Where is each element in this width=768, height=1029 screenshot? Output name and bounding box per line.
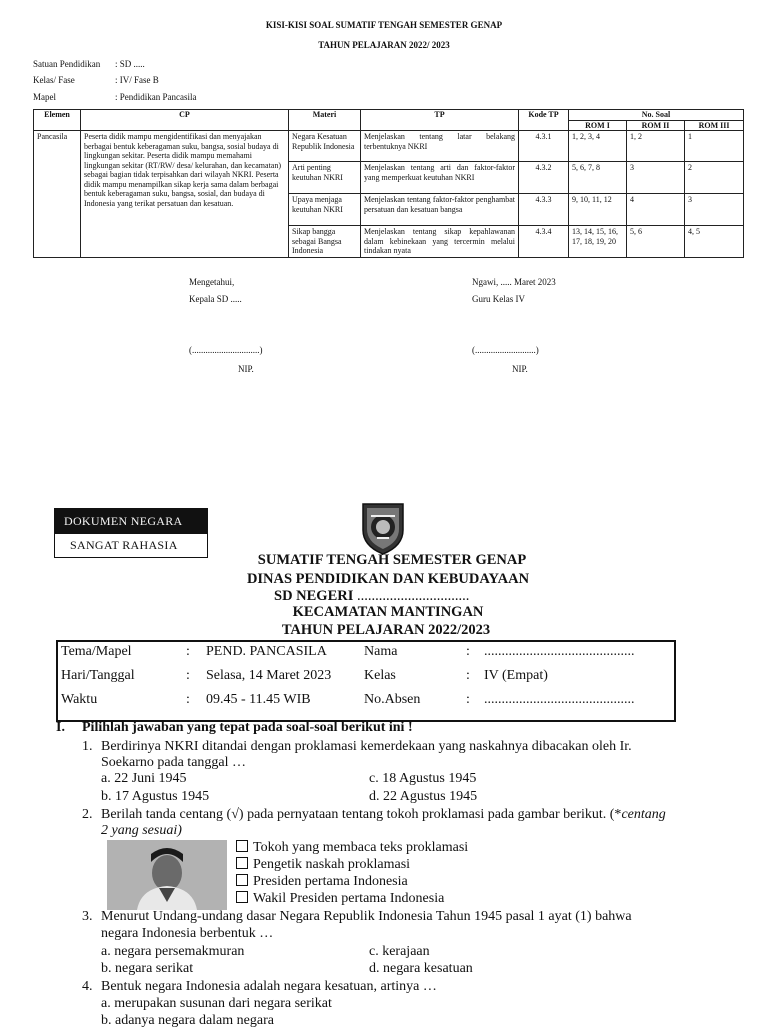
- q1-option-d[interactable]: d. 22 Agustus 1945: [369, 789, 478, 804]
- cell-cp: Peserta didik mampu mengidentifikasi dan menyajakan berbagai bentuk keberagaman suku, bangsa, sosial budaya di lingkungan sekitar. Peserta didik mampu memahami lingkungan sekitar (RT/RW/ desa/ kelurahan, dan kecamatan) sebagai bagian tidak terpisahkan dari wilayah NKRI. Peserta didik mampu menampilkan sikap kerja sama dalam berbagai bentuk keberagaman suku, bangsa, sosial, dan budaya di Indonesia yang terikat persatuan dan kesatuan.: [81, 131, 289, 258]
- cell-rom3: 4, 5: [685, 226, 744, 258]
- meta-value: : SD .....: [115, 59, 145, 69]
- school-emblem-icon: [357, 500, 409, 556]
- th-materi: Materi: [289, 110, 361, 131]
- sign-right-name: (...........................): [472, 345, 539, 355]
- q2-check-item[interactable]: [236, 874, 408, 890]
- q3-line1: Menurut Undang-undang dasar Negara Republik Indonesia Tahun 1945 pasal 1 ayat (1) bahwa: [101, 909, 632, 924]
- checkbox-icon[interactable]: [236, 891, 248, 903]
- cell-rom3: 3: [685, 194, 744, 226]
- cell-rom1: 13, 14, 15, 16, 17, 18, 19, 20: [569, 226, 627, 258]
- meta-mapel: [33, 92, 196, 102]
- q2-line1-italic: centang: [621, 807, 666, 822]
- q4-option-b[interactable]: b. adanya negara dalam negara: [101, 1013, 274, 1028]
- q1-option-a[interactable]: a. 22 Juni 1945: [101, 771, 187, 786]
- sign-right-line2: Guru Kelas IV: [472, 294, 525, 304]
- sign-left-name: (..............................): [189, 345, 263, 355]
- colon: :: [466, 644, 470, 659]
- section-instruction: Pilihlah jawaban yang tepat pada soal-soal berikut ini !: [82, 720, 413, 735]
- q2-check-label: Tokoh yang membaca teks proklamasi: [253, 840, 469, 855]
- cell-rom1: 1, 2, 3, 4: [569, 131, 627, 162]
- meta-satuan: [33, 59, 145, 69]
- q3-number: 3.: [82, 909, 93, 924]
- student-info-box: [56, 640, 676, 722]
- tema-value: PEND. PANCASILA: [206, 644, 327, 659]
- cell-kode: 4.3.2: [519, 162, 569, 194]
- cell-materi: Upaya menjaga keutuhan NKRI: [289, 194, 361, 226]
- soekarno-portrait-image: [107, 840, 227, 910]
- q3-line2: negara Indonesia berbentuk …: [101, 926, 274, 941]
- cell-rom3: 2: [685, 162, 744, 194]
- q4-option-a[interactable]: a. merupakan susunan dari negara serikat: [101, 996, 332, 1011]
- hari-value: Selasa, 14 Maret 2023: [206, 668, 332, 683]
- q2-check-item[interactable]: [236, 891, 444, 907]
- hari-label: Hari/Tanggal: [61, 668, 135, 683]
- q1-option-c[interactable]: c. 18 Agustus 1945: [369, 771, 477, 786]
- meta-label: Kelas/ Fase: [33, 75, 75, 85]
- th-tp: TP: [361, 110, 519, 131]
- cell-rom3: 1: [685, 131, 744, 162]
- th-no-soal: No. Soal: [569, 110, 744, 121]
- cell-tp: Menjelaskan tentang arti dan faktor-faktor yang memperkuat keutuhan NKRI: [361, 162, 519, 194]
- colon: :: [466, 692, 470, 707]
- q1-number: 1.: [82, 739, 93, 754]
- q2-line2: 2 yang sesuai): [101, 823, 182, 838]
- th-cp: CP: [81, 110, 289, 131]
- cell-tp: Menjelaskan tentang faktor-faktor penghambat persatuan dan kesatuan bangsa: [361, 194, 519, 226]
- meta-value: : IV/ Fase B: [115, 75, 159, 85]
- th-rom2: ROM II: [627, 120, 685, 131]
- cell-materi: Sikap bangga sebagai Bangsa Indonesia: [289, 226, 361, 258]
- cell-tp: Menjelaskan tentang latar belakang terbentuknya NKRI: [361, 131, 519, 162]
- q2-check-label: Pengetik naskah proklamasi: [253, 857, 411, 872]
- absen-field[interactable]: ...........................................: [484, 692, 635, 707]
- cell-materi: Negara Kesatuan Republik Indonesia: [289, 131, 361, 162]
- kisi-title: KISI-KISI SOAL SUMATIF TENGAH SEMESTER GENAP: [265, 20, 503, 30]
- th-rom1: ROM I: [569, 120, 627, 131]
- sign-right-line1: Ngawi, ..... Maret 2023: [472, 277, 556, 287]
- waktu-label: Waktu: [61, 692, 98, 707]
- absen-label: No.Absen: [364, 692, 421, 707]
- meta-label: Mapel: [33, 92, 56, 102]
- cell-tp: Menjelaskan tentang sikap kepahlawanan dalam kebinekaan yang tercermin melalui tindakan nyata: [361, 226, 519, 258]
- colon: :: [186, 644, 190, 659]
- cell-rom2: 1, 2: [627, 131, 685, 162]
- sign-left-line2: Kepala SD .....: [189, 294, 242, 304]
- doc-secret-label: SANGAT RAHASIA: [70, 538, 178, 552]
- tema-label: Tema/Mapel: [61, 644, 132, 659]
- q1-line1: Berdirinya NKRI ditandai dengan proklamasi kemerdekaan yang naskahnya dibacakan oleh Ir.: [101, 739, 632, 754]
- header-line2: DINAS PENDIDIKAN DAN KEBUDAYAAN: [246, 571, 530, 587]
- q2-line1: Berilah tanda centang (√) pada pernyataan tentang tokoh proklamasi pada gambar berikut. (*: [101, 807, 622, 822]
- cell-rom1: 9, 10, 11, 12: [569, 194, 627, 226]
- q2-check-item[interactable]: [236, 840, 468, 856]
- school-name-dots: ...............................: [357, 588, 470, 604]
- q2-check-item[interactable]: [236, 857, 410, 873]
- q3-option-d[interactable]: d. negara kesatuan: [369, 961, 473, 976]
- document-classification-box: [54, 508, 208, 558]
- sign-left-nip: NIP.: [238, 364, 254, 374]
- cell-kode: 4.3.1: [519, 131, 569, 162]
- q2-check-label: Presiden pertama Indonesia: [253, 874, 408, 889]
- q4-line1: Bentuk negara Indonesia adalah negara kesatuan, artinya …: [101, 979, 437, 994]
- checkbox-icon[interactable]: [236, 874, 248, 886]
- header-line3: [274, 588, 469, 605]
- checkbox-icon[interactable]: [236, 857, 248, 869]
- checkbox-icon[interactable]: [236, 840, 248, 852]
- q1-option-b[interactable]: b. 17 Agustus 1945: [101, 789, 210, 804]
- q1-line2: Soekarno pada tanggal …: [101, 755, 247, 770]
- nama-label: Nama: [364, 644, 398, 659]
- table-row: [34, 131, 744, 162]
- cell-rom2: 4: [627, 194, 685, 226]
- meta-label: Satuan Pendidikan: [33, 59, 101, 69]
- cell-kode: 4.3.3: [519, 194, 569, 226]
- q4-number: 4.: [82, 979, 93, 994]
- header-line5: TAHUN PELAJARAN 2022/2023: [281, 622, 491, 638]
- waktu-value: 09.45 - 11.45 WIB: [206, 692, 311, 707]
- kisi-subtitle: TAHUN PELAJARAN 2022/ 2023: [318, 40, 450, 50]
- cell-rom1: 5, 6, 7, 8: [569, 162, 627, 194]
- doc-state-label: DOKUMEN NEGARA: [55, 509, 207, 534]
- th-rom3: ROM III: [685, 120, 744, 131]
- q3-option-c[interactable]: c. kerajaan: [369, 944, 430, 959]
- meta-kelas: [33, 75, 159, 85]
- nama-field[interactable]: ...........................................: [484, 644, 635, 659]
- cell-rom2: 3: [627, 162, 685, 194]
- th-elemen: Elemen: [34, 110, 81, 131]
- cell-rom2: 5, 6: [627, 226, 685, 258]
- kelas-label: Kelas: [364, 668, 396, 683]
- kisi-table: [33, 109, 744, 258]
- q2-number: 2.: [82, 807, 93, 822]
- sign-right-nip: NIP.: [512, 364, 528, 374]
- th-kode: Kode TP: [519, 110, 569, 131]
- school-name-label: SD NEGERI: [274, 588, 354, 604]
- colon: :: [186, 692, 190, 707]
- q3-option-b[interactable]: b. negara serikat: [101, 961, 194, 976]
- q2-check-label: Wakil Presiden pertama Indonesia: [253, 891, 445, 906]
- kelas-value: IV (Empat): [484, 668, 548, 683]
- colon: :: [466, 668, 470, 683]
- colon: :: [186, 668, 190, 683]
- meta-value: : Pendidikan Pancasila: [115, 92, 197, 102]
- sign-left-line1: Mengetahui,: [189, 277, 235, 287]
- q2-text: [101, 807, 716, 823]
- cell-elemen: Pancasila: [34, 131, 81, 258]
- cell-kode: 4.3.4: [519, 226, 569, 258]
- cell-materi: Arti penting keutuhan NKRI: [289, 162, 361, 194]
- section-number: I.: [56, 720, 65, 735]
- header-line1: SUMATIF TENGAH SEMESTER GENAP: [257, 552, 527, 568]
- q3-option-a[interactable]: a. negara persemakmuran: [101, 944, 245, 959]
- header-line4: KECAMATAN MANTINGAN: [292, 604, 484, 620]
